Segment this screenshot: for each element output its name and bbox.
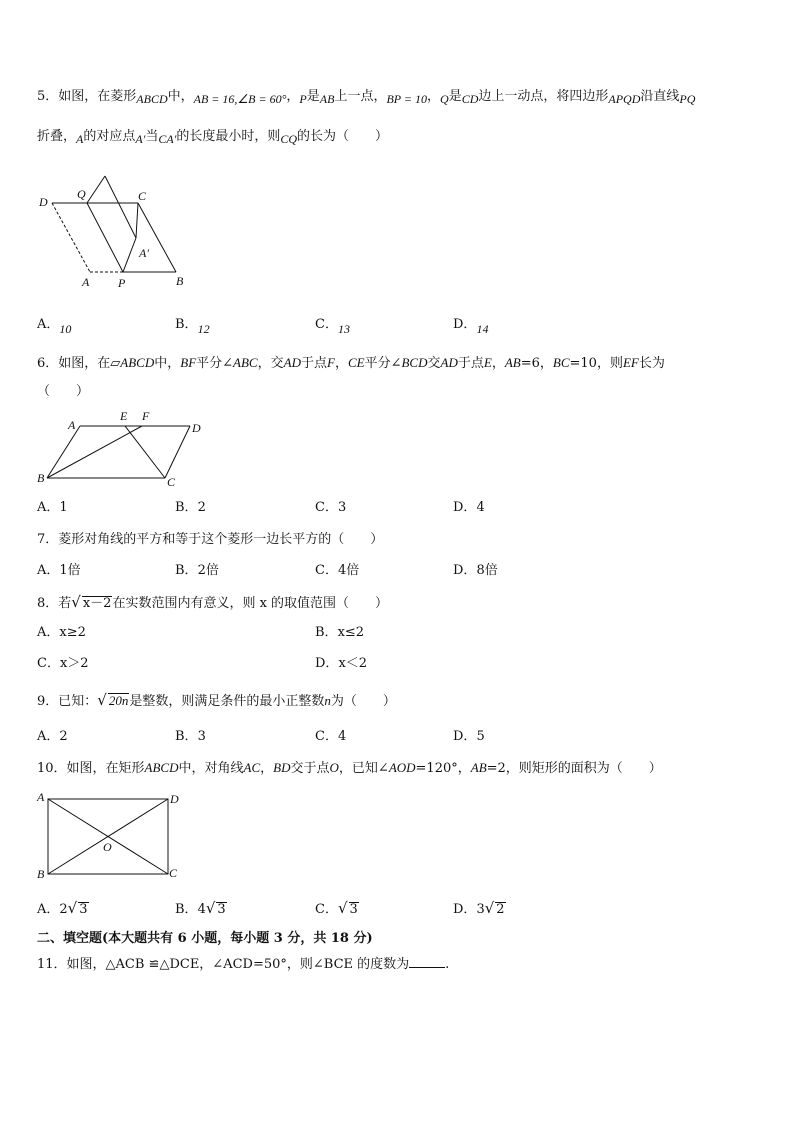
q10-figure xyxy=(35,788,195,883)
q6-label-b: B xyxy=(37,471,45,485)
q10-label-b: B xyxy=(37,867,45,881)
q6-seg-ab xyxy=(47,426,80,478)
q5-label-b: B xyxy=(176,274,184,288)
q6-label-c: C xyxy=(167,475,176,489)
q5-label-q: Q xyxy=(77,187,86,201)
q8-text: 8．若√ x－2在实数范围内有意义，则 x 的取值范围（ ） xyxy=(37,593,389,611)
q5-seg-qp xyxy=(87,203,123,272)
q5-option-a[interactable]: A．10 xyxy=(37,317,72,336)
q10-option-c[interactable]: C．√ 3 xyxy=(315,899,358,917)
sqrt-icon: √ xyxy=(71,593,81,611)
q10-option-a[interactable]: A．2√ 3 xyxy=(37,899,88,917)
q5-seg-a1-p xyxy=(123,238,136,272)
q5-figure xyxy=(35,168,195,293)
q10-label-a: A xyxy=(37,790,45,804)
q11-text: 11．如图，△ACB ≌△DCE，∠ACD=50°，则∠BCE 的度数为 . xyxy=(37,957,450,972)
q5-label-d: D xyxy=(39,195,48,209)
q5-seg-cb xyxy=(138,203,176,272)
answer-blank[interactable] xyxy=(409,955,445,968)
q8-option-b[interactable]: B．x≤2 xyxy=(315,625,365,640)
q9-text: 9．已知：√ 20n是整数，则满足条件的最小正整数n为（ ） xyxy=(37,691,396,709)
q6-line1: 6．如图，在▱ABCD中，BF平分∠ABC，交AD于点F，CE平分∠BCD交AD于点E，AB=6，BC=10，则EF长为 xyxy=(37,355,665,371)
q10-label-o: O xyxy=(103,840,112,854)
q6-seg-ce xyxy=(125,426,165,478)
section-heading: 二、填空题(本大题共有 6 小题，每小题 3 分，共 18 分) xyxy=(37,931,373,946)
sqrt-icon: √ xyxy=(484,899,495,917)
q10-option-b[interactable]: B．4√ 3 xyxy=(175,899,226,917)
q10-label-c: C xyxy=(169,866,178,880)
q7-option-c[interactable]: C．4倍 xyxy=(315,563,360,578)
q5-option-b[interactable]: B．12 xyxy=(175,317,210,336)
q9-option-c[interactable]: C．4 xyxy=(315,729,347,744)
q5-seg-fold-a1 xyxy=(105,176,136,238)
q10-option-d[interactable]: D．3√ 2 xyxy=(453,899,505,917)
q8-option-a[interactable]: A．x≥2 xyxy=(37,625,86,640)
q6-line2: （ ） xyxy=(37,384,90,399)
q9-option-a[interactable]: A．2 xyxy=(37,729,68,744)
q6-label-e: E xyxy=(120,409,128,423)
q5-label-p: P xyxy=(118,276,126,290)
q7-option-b[interactable]: B．2倍 xyxy=(175,563,219,578)
q6-label-a: A xyxy=(68,418,76,432)
q5-label-a: A xyxy=(82,275,90,289)
q6-label-d: D xyxy=(192,421,201,435)
q5-label-a1: A′ xyxy=(139,246,149,260)
q6-label-f: F xyxy=(142,409,150,423)
q6-seg-dc xyxy=(165,426,190,478)
q10-label-d: D xyxy=(170,792,179,806)
q5-seg-c-a1 xyxy=(136,203,138,238)
q5-seg-da-dashed xyxy=(52,203,90,272)
q7-option-a[interactable]: A．1倍 xyxy=(37,563,81,578)
q5-option-c[interactable]: C．13 xyxy=(315,317,350,336)
q6-option-c[interactable]: C．3 xyxy=(315,500,347,515)
q9-option-d[interactable]: D．5 xyxy=(453,729,485,744)
q7-text: 7．菱形对角线的平方和等于这个菱形一边长平方的（ ） xyxy=(37,532,384,547)
q8-option-c[interactable]: C．x＞2 xyxy=(37,656,89,671)
q6-option-d[interactable]: D．4 xyxy=(453,500,485,515)
q7-option-d[interactable]: D．8倍 xyxy=(453,563,498,578)
q5-option-d[interactable]: D．14 xyxy=(453,317,489,336)
q8-option-d[interactable]: D．x＜2 xyxy=(315,656,368,671)
q6-seg-bf xyxy=(47,426,142,478)
q10-text: 10．如图，在矩形ABCD中，对角线AC，BD交于点O，已知∠AOD=120°，AB=2，则矩形的面积为（ ） xyxy=(37,760,662,776)
q6-option-b[interactable]: B．2 xyxy=(175,500,206,515)
q9-option-b[interactable]: B．3 xyxy=(175,729,206,744)
sqrt-icon: √ xyxy=(337,899,348,917)
q6-option-a[interactable]: A．1 xyxy=(37,500,68,515)
q5-line2: 折叠，A的对应点A′当CA′的长度最小时，则CQ的长为（ ） xyxy=(37,129,389,146)
sqrt-icon: √ xyxy=(67,899,78,917)
sqrt-icon: √ xyxy=(205,899,216,917)
sqrt-icon: √ xyxy=(97,691,107,709)
q5-line1: 5．如图，在菱形ABCD中，AB = 16,∠B = 60°，P是AB上一点，BP = 10，Q是CD边上一动点，将四边形APQD沿直线PQ xyxy=(37,89,696,106)
q5-seg-qfold xyxy=(87,176,105,203)
q6-figure xyxy=(35,406,215,490)
q5-label-c: C xyxy=(138,189,147,203)
